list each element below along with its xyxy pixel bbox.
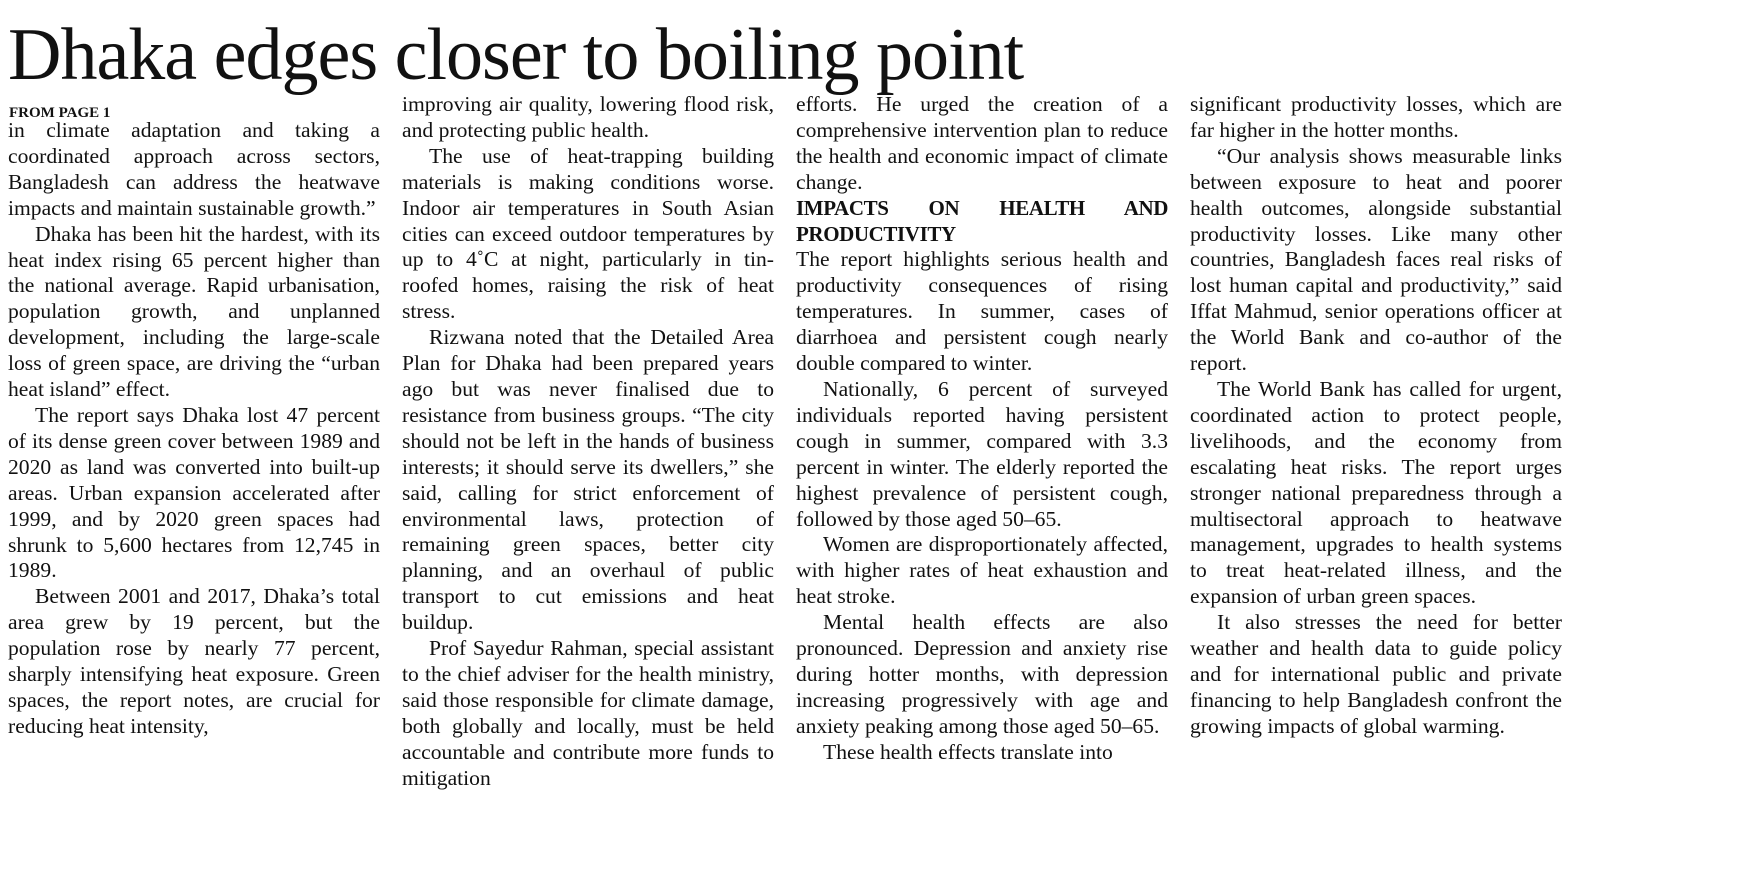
paragraph: Rizwana noted that the Detailed Area Plan for Dhaka had been prepared years ago but was never finalised due to resistance from business groups. “The city should not be left in the hands of business interests; it should serve its dwellers,” she said, calling for strict enforcement of environmental laws, protection of remaining green spaces, better city planning, and an overhaul of public transport to cut emissions and heat buildup. [402, 325, 774, 635]
paragraph: improving air quality, lowering flood risk, and protecting public health. [402, 92, 774, 142]
article-column-3 [796, 92, 1168, 766]
paragraph: significant productivity losses, which are far higher in the hotter months. [1190, 92, 1562, 142]
paragraph: It also stresses the need for better weather and health data to guide policy and for international public and private financing to help Bangladesh confront the growing impacts of global warming. [1190, 610, 1562, 738]
paragraph: These health effects translate into [823, 739, 1113, 764]
article-column-2 [402, 92, 774, 791]
paragraph: Dhaka has been hit the hardest, with its heat index rising 65 percent higher than the national average. Rapid urbanisation, population growth, and unplanned development, including the large-scale loss of green space, are driving the “urban heat island” effect. [8, 221, 380, 402]
headline: Dhaka edges closer to boiling point [8, 14, 1024, 96]
paragraph: The report highlights serious health and productivity consequences of rising temperatures. In summer, cases of diarrhoea and persistent cough nearly double compared to winter. [796, 247, 1168, 376]
paragraph: “Our analysis shows measurable links between exposure to heat and poorer health outcomes, alongside substantial productivity losses. Like many other countries, Bangladesh faces real risks of lost human capital and productivity,” said Iffat Mahmud, senior operations officer at the World Bank and co-author of the report. [1190, 143, 1562, 376]
section-subheading: IMPACTS ON HEALTH AND PRODUCTIVITY [796, 195, 1168, 246]
article-column-1 [8, 118, 380, 740]
paragraph: The use of heat-trapping building materials is making conditions worse. Indoor air temperatures in South Asian cities can exceed outdoor temperatures by up to 4˚C at night, particularly in tin-roofed homes, raising the risk of heat stress. [402, 143, 774, 324]
from-page-kicker: FROM PAGE 1 [9, 105, 111, 121]
paragraph: The report says Dhaka lost 47 percent of its dense green cover between 1989 and 2020 as land was converted into built-up areas. Urban expansion accelerated after 1999, and by 2020 green spaces had shrunk to 5,600 hectares from 12,745 in 1989. [8, 402, 380, 583]
paragraph: Prof Sayedur Rahman, special assistant to the chief adviser for the health ministry, said those responsible for climate damage, both globally and locally, must be held accountable and contribute more funds to mitigation [402, 636, 774, 790]
paragraph: Women are disproportionately affected, with higher rates of heat exhaustion and heat stroke. [796, 532, 1168, 609]
paragraph: Mental health effects are also pronounced. Depression and anxiety rise during hotter months, with depression increasing progressively with age and anxiety peaking among those aged 50–65. [796, 610, 1168, 738]
article-column-4 [1190, 92, 1562, 740]
paragraph: The World Bank has called for urgent, coordinated action to protect people, livelihoods, and the economy from escalating heat risks. The report urges stronger national preparedness through a multisectoral approach to heatwave management, upgrades to health systems to treat heat-related illness, and the expansion of urban green spaces. [1190, 376, 1562, 609]
paragraph: Nationally, 6 percent of surveyed individuals reported having persistent cough in summer, compared with 3.3 percent in winter. The elderly reported the highest prevalence of persistent cough, followed by those aged 50–65. [796, 376, 1168, 531]
paragraph: Between 2001 and 2017, Dhaka’s total area grew by 19 percent, but the population rose by nearly 77 percent, sharply intensifying heat exposure. Green spaces, the report notes, are crucial for reducing heat intensity, [8, 584, 380, 738]
paragraph: efforts. He urged the creation of a comprehensive intervention plan to reduce the health and economic impact of climate change. [796, 92, 1168, 194]
paragraph: in climate adaptation and taking a coordinated approach across sectors, Bangladesh can address the heatwave impacts and maintain sustainable growth.” [8, 118, 380, 220]
